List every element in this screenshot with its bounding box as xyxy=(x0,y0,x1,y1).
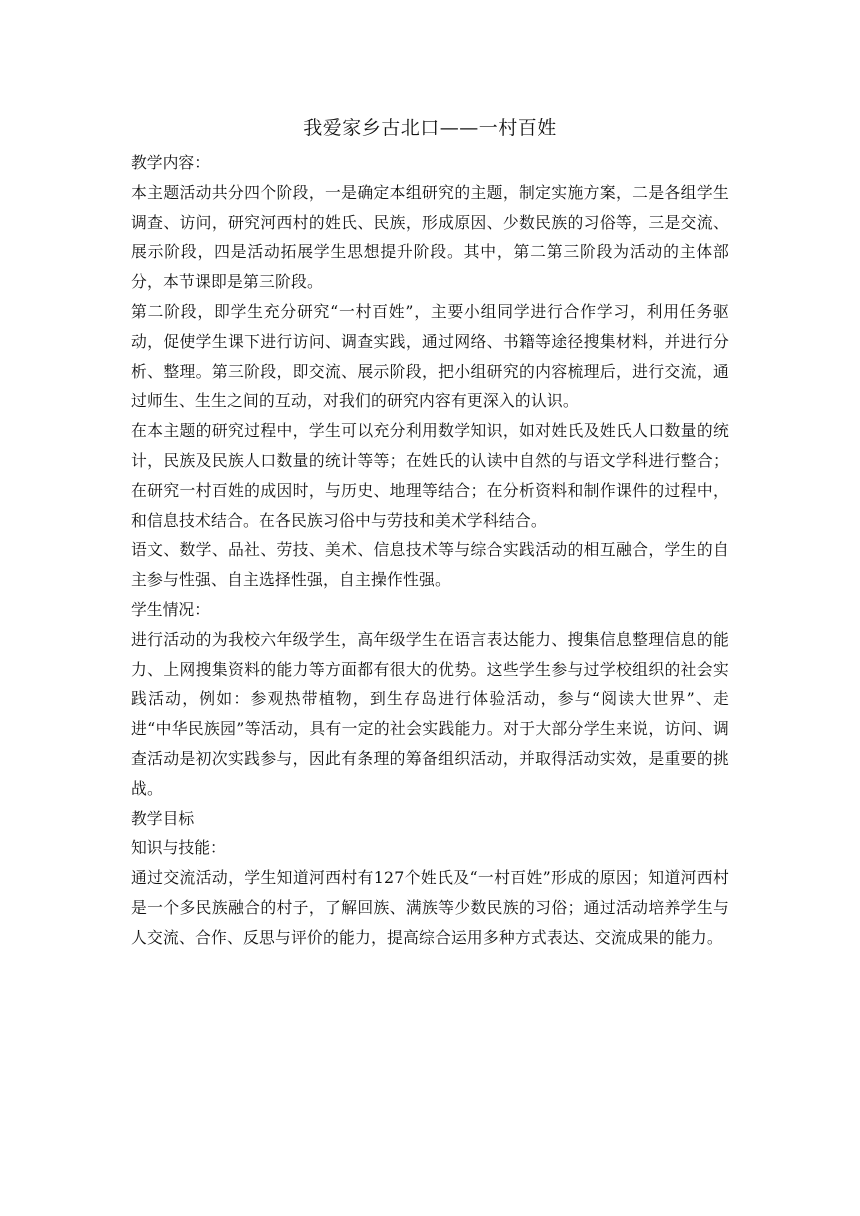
teaching-content-paragraph-4: 语文、数学、品社、劳技、美术、信息技术等与综合实践活动的相互融合，学生的自主参与性强、自主选择性强，自主操作性强。 xyxy=(131,540,729,590)
student-situation-paragraph: 进行活动的为我校六年级学生，高年级学生在语言表达能力、搜集信息整理信息的能力、上网搜集资料的能力等方面都有很大的优势。这些学生参与过学校组织的社会实践活动，例如：参观热带植物，到生存岛进行体验活动，参与“阅读大世界”、走进“中华民族园”等活动，具有一定的社会实践能力。对于大部分学生来说，访问、调查活动是初次实践参与，因此有条理的筹备组织活动，并取得活动实效，是重要的挑战。 xyxy=(131,629,729,798)
document-page xyxy=(131,110,729,953)
student-situation-heading: 学生情况： xyxy=(131,599,210,619)
teaching-content-paragraph-3: 在本主题的研究过程中，学生可以充分利用数学知识，如对姓氏及姓氏人口数量的统计，民族及民族人口数量的统计等等；在姓氏的认读中自然的与语文学科进行整合；在研究一村百姓的成因时，与历史、地理等结合；在分析资料和制作课件的过程中，和信息技术结合。在各民族习俗中与劳技和美术学科结合。 xyxy=(131,421,729,530)
teaching-content-paragraph-2: 第二阶段，即学生充分研究“一村百姓”，主要小组同学进行合作学习，利用任务驱动，促使学生课下进行访问、调查实践，通过网络、书籍等途径搜集材料，并进行分析、整理。第三阶段，即交流、展示阶段，把小组研究的内容梳理后，进行交流，通过师生、生生之间的互动，对我们的研究内容有更深入的认识。 xyxy=(131,301,729,411)
teaching-content-heading: 教学内容： xyxy=(131,153,210,172)
knowledge-skills-paragraph: 通过交流活动，学生知道河西村有127个姓氏及“一村百姓”形成的原因；知道河西村是一个多民族融合的村子，了解回族、满族等少数民族的习俗；通过活动培养学生与人交流、合作、反思与评价的能力，提高综合运用多种方式表达、交流成果的能力。 xyxy=(131,868,729,947)
teaching-goals-heading: 教学目标 xyxy=(131,808,195,828)
knowledge-skills-heading: 知识与技能： xyxy=(131,838,226,858)
document-title: 我爱家乡古北口——一村百姓 xyxy=(303,117,557,139)
teaching-content-paragraph-1: 本主题活动共分四个阶段，一是确定本组研究的主题，制定实施方案，二是各组学生调查、访问，研究河西村的姓氏、民族，形成原因、少数民族的习俗等，三是交流、展示阶段，四是活动拓展学生思想提升阶段。其中，第二第三阶段为活动的主体部分，本节课即是第三阶段。 xyxy=(131,182,729,292)
